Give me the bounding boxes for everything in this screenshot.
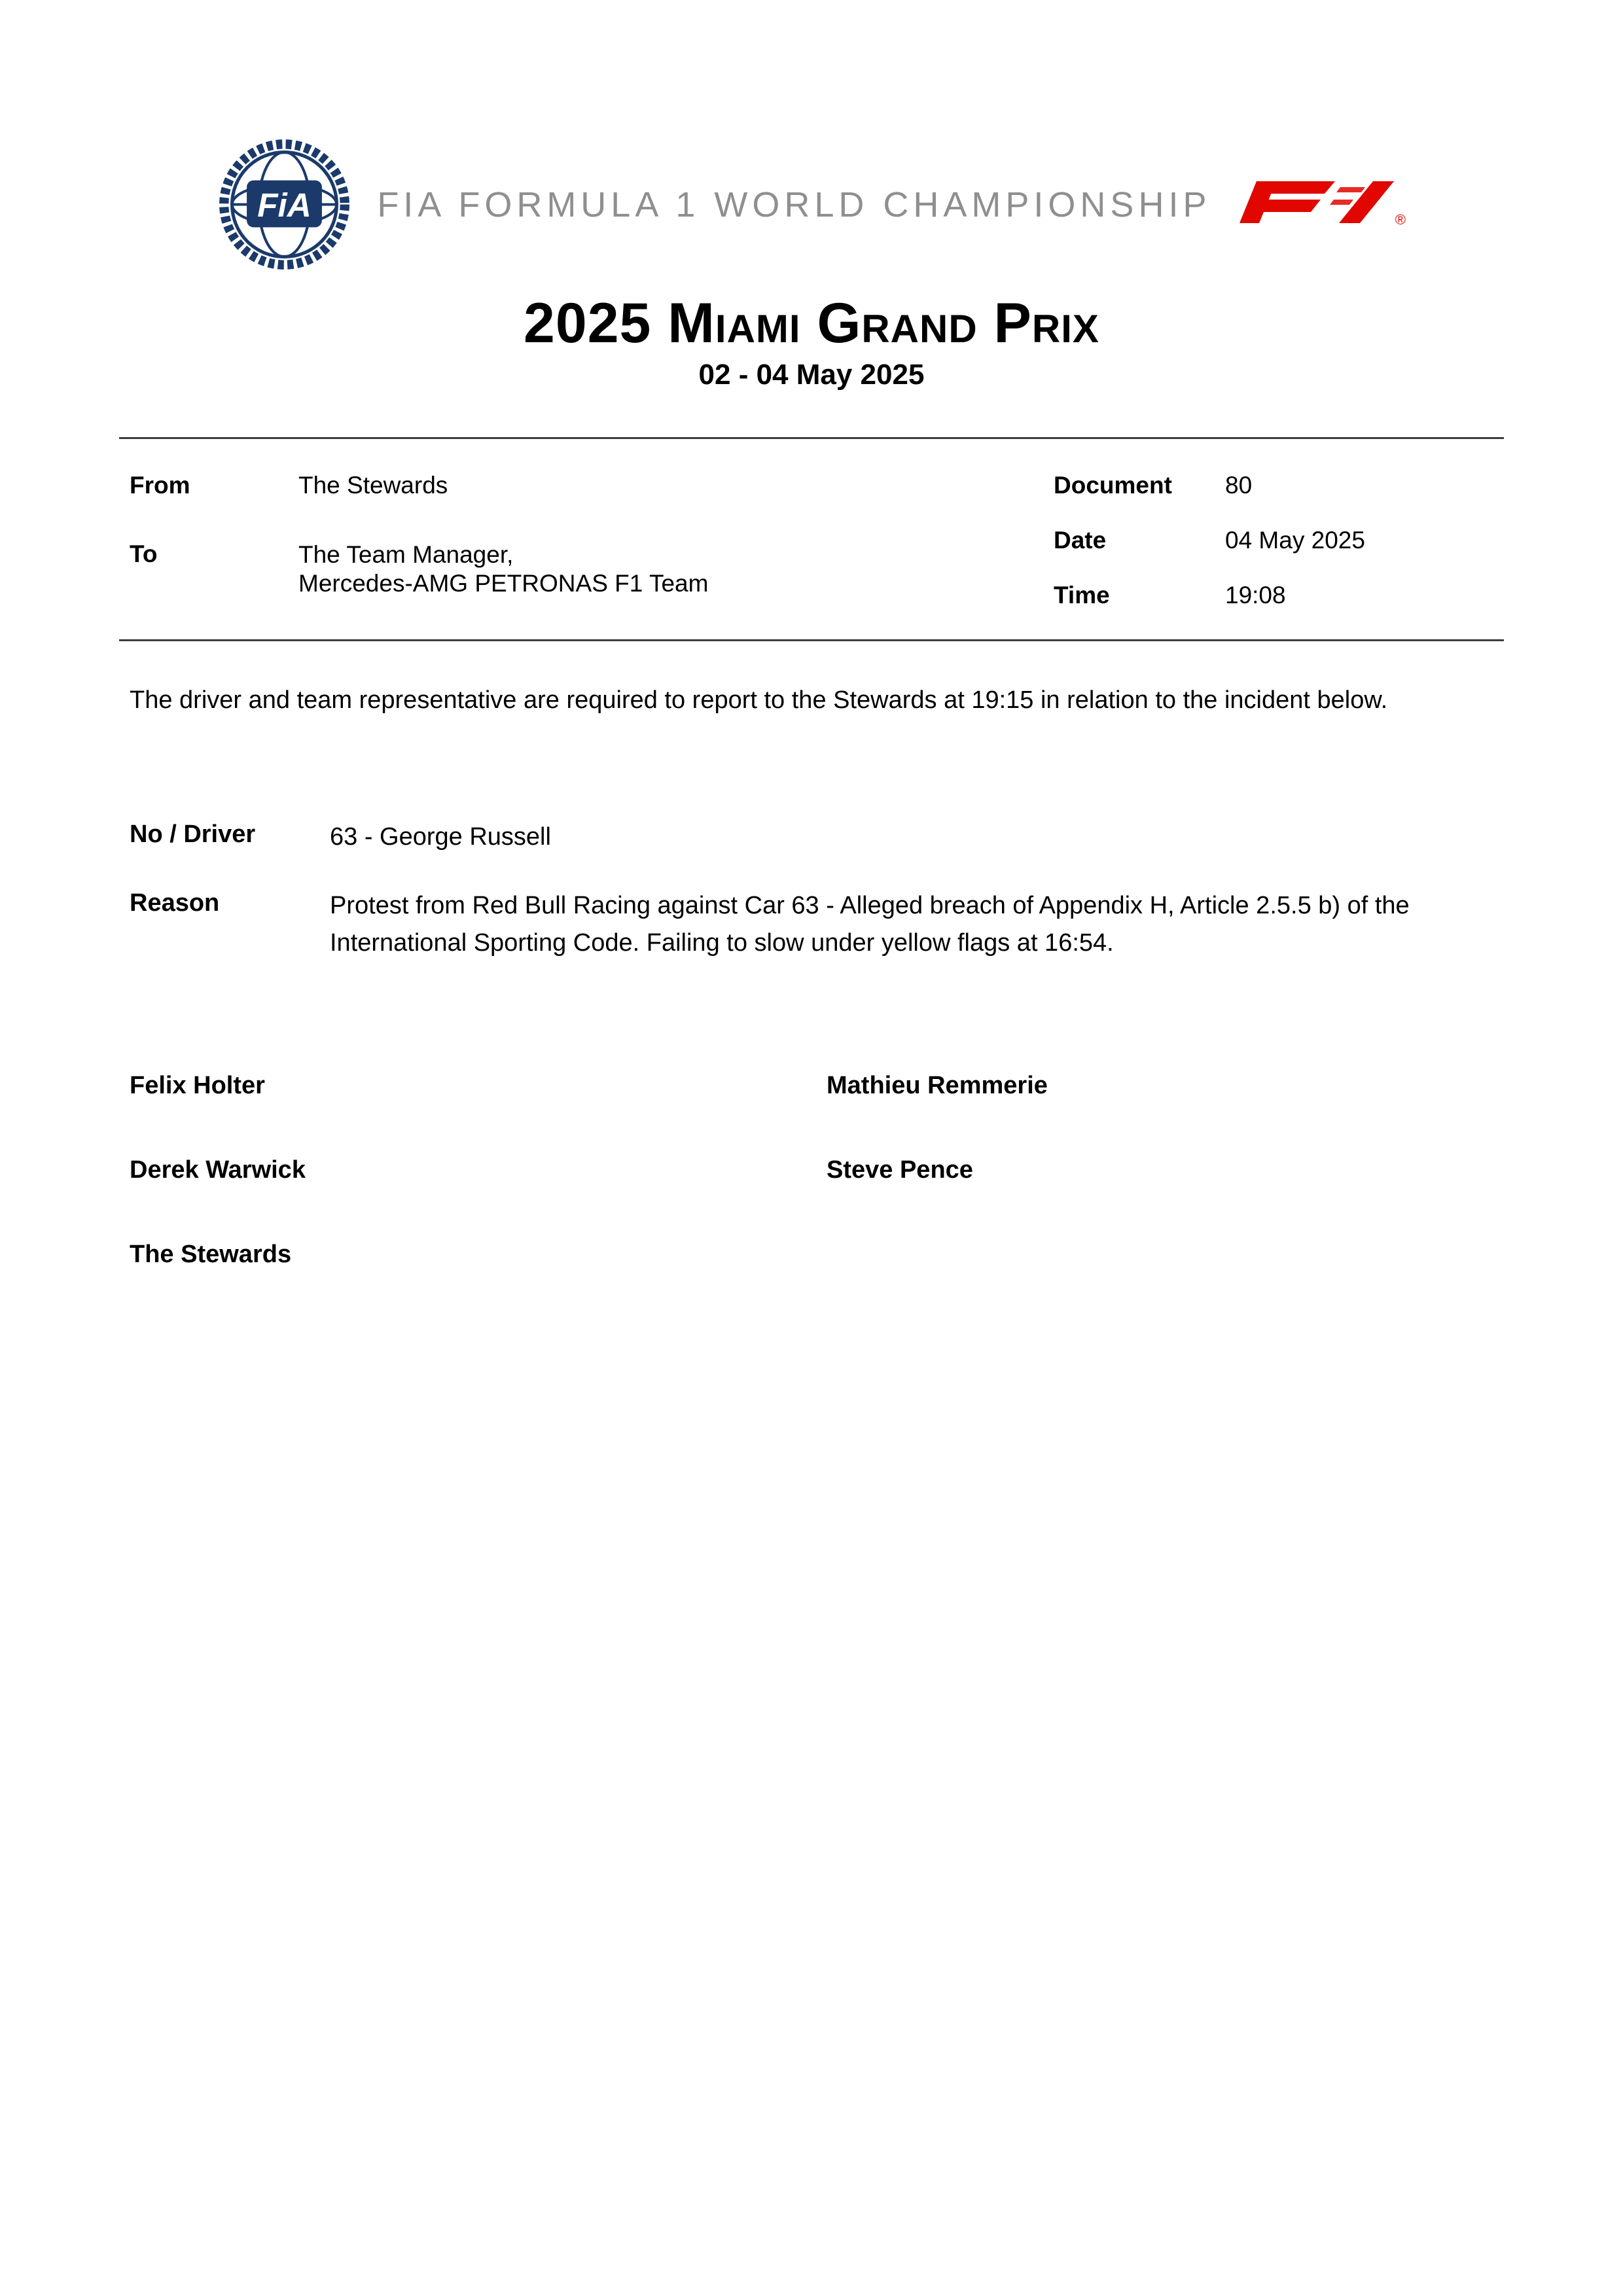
reason-label: Reason — [130, 889, 220, 917]
steward-name-1: Felix Holter — [130, 1072, 265, 1099]
divider-bottom — [119, 639, 1504, 641]
meta-left-column — [130, 472, 708, 609]
signatures-grid — [130, 1072, 1493, 1184]
steward-name-2: Mathieu Remmerie — [827, 1072, 1048, 1099]
event-dates: 02 - 04 May 2025 — [698, 359, 925, 391]
event-title: 2025 Miami Grand Prix — [524, 292, 1099, 355]
f1-logo — [1237, 181, 1406, 228]
championship-title: FIA FORMULA 1 WORLD CHAMPIONSHIP — [377, 185, 1211, 224]
date-value: 04 May 2025 — [1225, 527, 1365, 554]
to-value-line1: The Team Manager, — [298, 540, 514, 568]
fia-logo-text: FiA — [257, 186, 312, 224]
to-label: To — [130, 540, 158, 567]
signatures-closing: The Stewards — [130, 1241, 292, 1268]
to-value-line2: Mercedes-AMG PETRONAS F1 Team — [298, 570, 709, 597]
f1-logo-icon — [1237, 181, 1394, 223]
incident-details — [119, 819, 1504, 962]
time-value: 19:08 — [1225, 582, 1286, 609]
meta-right-column — [1054, 472, 1493, 609]
time-label: Time — [1054, 582, 1110, 609]
reason-value: Protest from Red Bull Racing against Car 63 - Alleged breach of Appendix H, Article 2.5.5 b) of the International Sporting Code. Failing to slow under yellow flags at 16:54. — [330, 892, 1410, 957]
meta-table — [119, 439, 1504, 639]
steward-name-3: Derek Warwick — [130, 1156, 306, 1184]
summons-paragraph: The driver and team representative are required to report to the Stewards at 19:15 in relation to the incident below. — [130, 686, 1388, 714]
to-value — [298, 540, 708, 599]
document-label: Document — [1054, 472, 1172, 499]
f1-registered-mark: ® — [1395, 211, 1406, 228]
date-label: Date — [1054, 527, 1107, 554]
document-header — [119, 0, 1504, 272]
from-label: From — [130, 472, 190, 499]
steward-name-4: Steve Pence — [827, 1156, 973, 1184]
document-number: 80 — [1225, 472, 1253, 499]
no-driver-value: 63 - George Russell — [330, 823, 551, 851]
no-driver-label: No / Driver — [130, 821, 256, 848]
fia-logo-icon — [217, 137, 351, 272]
signatures-block — [119, 1072, 1504, 1269]
from-value: The Stewards — [298, 472, 448, 499]
fia-logo — [217, 137, 351, 272]
